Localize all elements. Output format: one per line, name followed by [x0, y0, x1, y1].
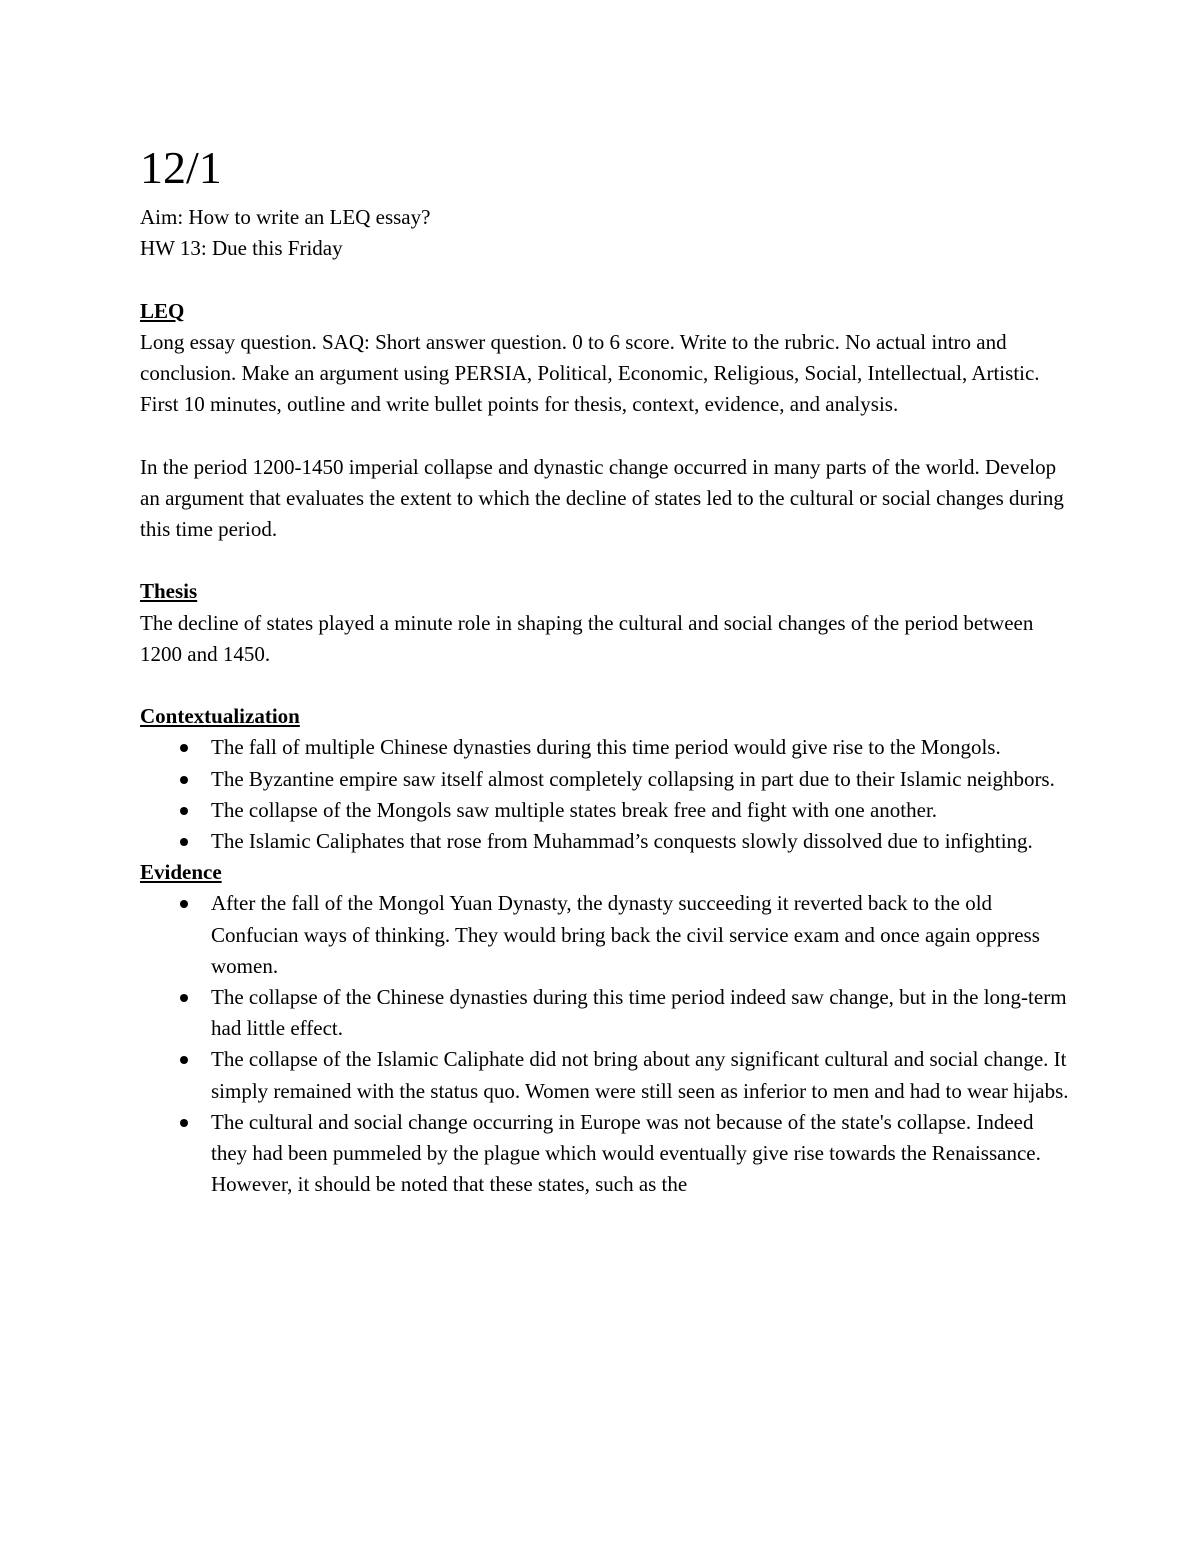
- list-item: [140, 982, 1070, 1044]
- bullet-icon: [180, 900, 188, 908]
- contextualization-heading: Contextualization: [140, 704, 300, 729]
- list-item: [140, 764, 1070, 795]
- page-title: 12/1: [140, 142, 222, 193]
- spacer: [140, 264, 1070, 295]
- bullet-icon: [180, 1119, 188, 1127]
- bullet-icon: [180, 994, 188, 1002]
- leq-heading: LEQ: [140, 298, 185, 323]
- contextualization-list: [140, 732, 1070, 857]
- bullet-icon: [180, 838, 188, 846]
- list-item-text: The collapse of the Mongols saw multiple states break free and fight with one another.: [211, 797, 938, 822]
- list-item-text: The Byzantine empire saw itself almost completely collapsing in part due to their Islamic neighbors.: [211, 766, 1055, 791]
- essay-prompt: In the period 1200-1450 imperial collapse and dynastic change occurred in many parts of the world. Develop an argument that evaluates the extent to which the decline of states led to the cultural or social changes during this time period.: [140, 454, 1064, 541]
- spacer: [140, 670, 1070, 701]
- list-item: [140, 1107, 1070, 1201]
- list-item: [140, 732, 1070, 763]
- list-item: [140, 1044, 1070, 1106]
- bullet-icon: [180, 807, 188, 815]
- thesis-heading: Thesis: [140, 579, 198, 604]
- list-item: [140, 826, 1070, 857]
- evidence-list: [140, 888, 1070, 1200]
- list-item-text: The Islamic Caliphates that rose from Muhammad’s conquests slowly dissolved due to infighting.: [211, 829, 1033, 853]
- list-item-text: The collapse of the Islamic Caliphate did not bring about any significant cultural and social change. It simply remained with the status quo. Women were still seen as inferior to men and had to wear hijabs.: [211, 1047, 1069, 1103]
- list-item: [140, 888, 1070, 982]
- document-page: [140, 140, 1070, 1200]
- list-item: [140, 795, 1070, 826]
- bullet-icon: [180, 1056, 188, 1064]
- thesis-body: The decline of states played a minute role in shaping the cultural and social changes of the period between 1200 and 1450.: [140, 610, 1034, 666]
- bullet-icon: [180, 776, 188, 784]
- bullet-icon: [180, 744, 188, 752]
- list-item-text: The cultural and social change occurring in Europe was not because of the state's collapse. Indeed they had been pummeled by the plague which would eventually give rise towards the Renaissance. However, it should be noted that these states, such as the: [211, 1109, 1041, 1197]
- spacer: [140, 545, 1070, 576]
- spacer: [140, 420, 1070, 451]
- homework-line: HW 13: Due this Friday: [140, 236, 343, 261]
- leq-body: Long essay question. SAQ: Short answer question. 0 to 6 score. Write to the rubric. No actual intro and conclusion. Make an argument using PERSIA, Political, Economic, Religious, Social, Intellectual, Artistic. First 10 minutes, outline and write bullet points for thesis, context, evidence, and analysis.: [140, 329, 1040, 417]
- list-item-text: The collapse of the Chinese dynasties during this time period indeed saw change, but in the long-term had little effect.: [211, 985, 1067, 1041]
- list-item-text: The fall of multiple Chinese dynasties during this time period would give rise to the Mongols.: [211, 735, 1001, 760]
- evidence-heading: Evidence: [140, 860, 222, 885]
- list-item-text: After the fall of the Mongol Yuan Dynasty, the dynasty succeeding it reverted back to the old Confucian ways of thinking. They would bring back the civil service exam and once again oppress women.: [211, 891, 1040, 978]
- aim-line: Aim: How to write an LEQ essay?: [140, 205, 431, 229]
